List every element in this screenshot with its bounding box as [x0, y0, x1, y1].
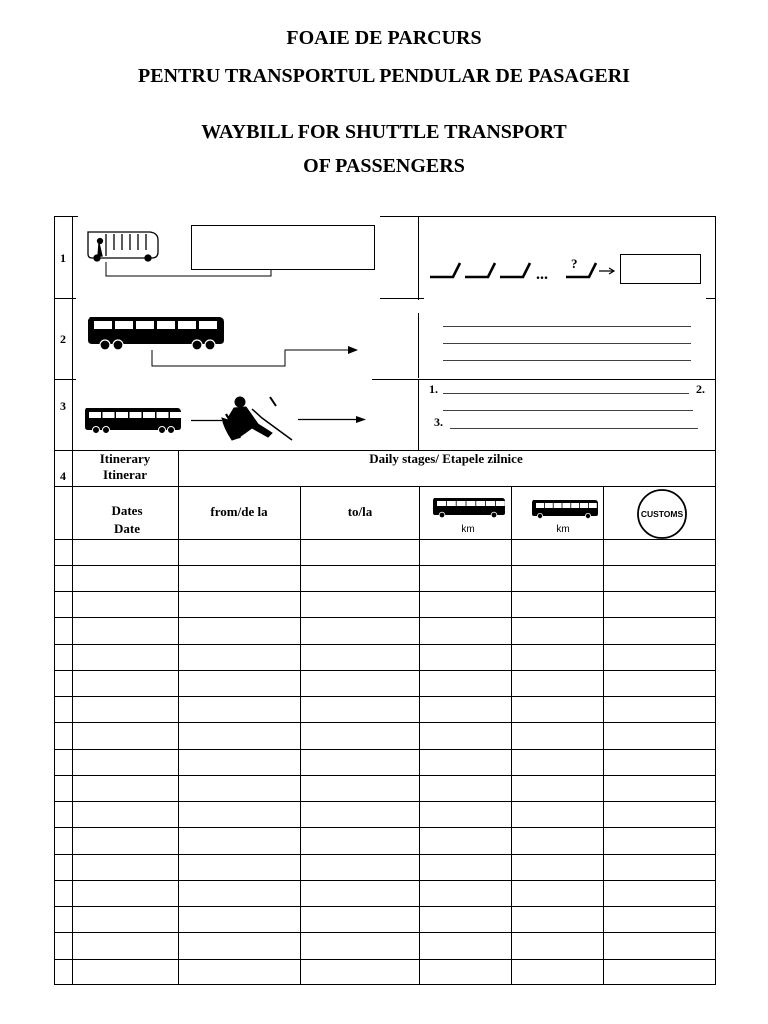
bus-window — [136, 321, 154, 329]
route-ellipsis: ... — [536, 266, 548, 283]
bus-window — [571, 503, 579, 508]
bus-window — [157, 412, 169, 418]
bus-window — [115, 321, 133, 329]
row-number-4: 4 — [60, 469, 66, 483]
title-ro-line1: FOAIE DE PARCURS — [286, 27, 482, 49]
bus-window — [89, 412, 101, 418]
row3-item-2: 2. — [696, 382, 705, 396]
title-en-line2: OF PASSENGERS — [303, 155, 465, 177]
driver-icon — [222, 397, 292, 440]
bus-window — [457, 501, 466, 506]
arrow-head — [356, 416, 366, 423]
bus-window — [476, 501, 485, 506]
customs-stamp-icon — [638, 490, 686, 538]
bus-window — [94, 321, 112, 329]
bus-window — [437, 501, 446, 506]
row2-blank-lines — [443, 327, 691, 361]
bus-window — [130, 412, 142, 418]
bus-window — [199, 321, 217, 329]
customs-label: CUSTOMS — [640, 509, 684, 519]
small-bus-icon — [85, 408, 182, 434]
bus-window — [486, 501, 495, 506]
row-number-1: 1 — [60, 251, 66, 265]
bus-window — [143, 412, 155, 418]
bus-window — [496, 501, 505, 506]
small-bus-km-icon — [532, 500, 598, 519]
bus-window — [580, 503, 588, 508]
dates-header-ro: Date — [114, 521, 140, 536]
bus-front-icon — [88, 232, 158, 261]
coach-km-icon — [433, 498, 505, 518]
km-label-coach: km — [461, 524, 475, 535]
arrow-icon — [599, 268, 614, 274]
to-header: to/la — [347, 504, 373, 519]
destination-box[interactable] — [192, 226, 375, 270]
row-number-3: 3 — [60, 399, 66, 413]
bus-window — [589, 503, 597, 508]
from-header: from/de la — [210, 504, 268, 519]
route-question-mark: ? — [571, 256, 578, 271]
itinerary-label-ro: Itinerar — [102, 467, 148, 482]
bus-window — [554, 503, 562, 508]
bus-window — [447, 501, 456, 506]
final-destination-box[interactable] — [621, 255, 701, 284]
bus-window — [545, 503, 553, 508]
coach-icon — [88, 317, 224, 350]
arrow-icon — [152, 350, 350, 366]
itinerary-label-en: Itinerary — [99, 451, 151, 466]
arrow-head — [348, 346, 358, 354]
daily-stages-label: Daily stages/ Etapele zilnice — [369, 451, 523, 466]
km-label-small-bus: km — [556, 524, 570, 535]
bus-window — [103, 412, 115, 418]
row3-item-1: 1. — [429, 382, 438, 396]
bus-window — [536, 503, 544, 508]
bus-window — [178, 321, 196, 329]
table-row-lines — [54, 540, 716, 960]
bus-window — [562, 503, 570, 508]
bus-window — [157, 321, 175, 329]
bus-window — [170, 412, 182, 418]
title-ro-line2: PENTRU TRANSPORTUL PENDULAR DE PASAGERI — [138, 65, 630, 87]
bus-window — [466, 501, 475, 506]
bus-window — [116, 412, 128, 418]
row-number-2: 2 — [60, 332, 66, 346]
dates-header-en: Dates — [111, 503, 143, 518]
row3-item-3: 3. — [434, 415, 443, 429]
title-en-line1: WAYBILL FOR SHUTTLE TRANSPORT — [201, 121, 567, 143]
